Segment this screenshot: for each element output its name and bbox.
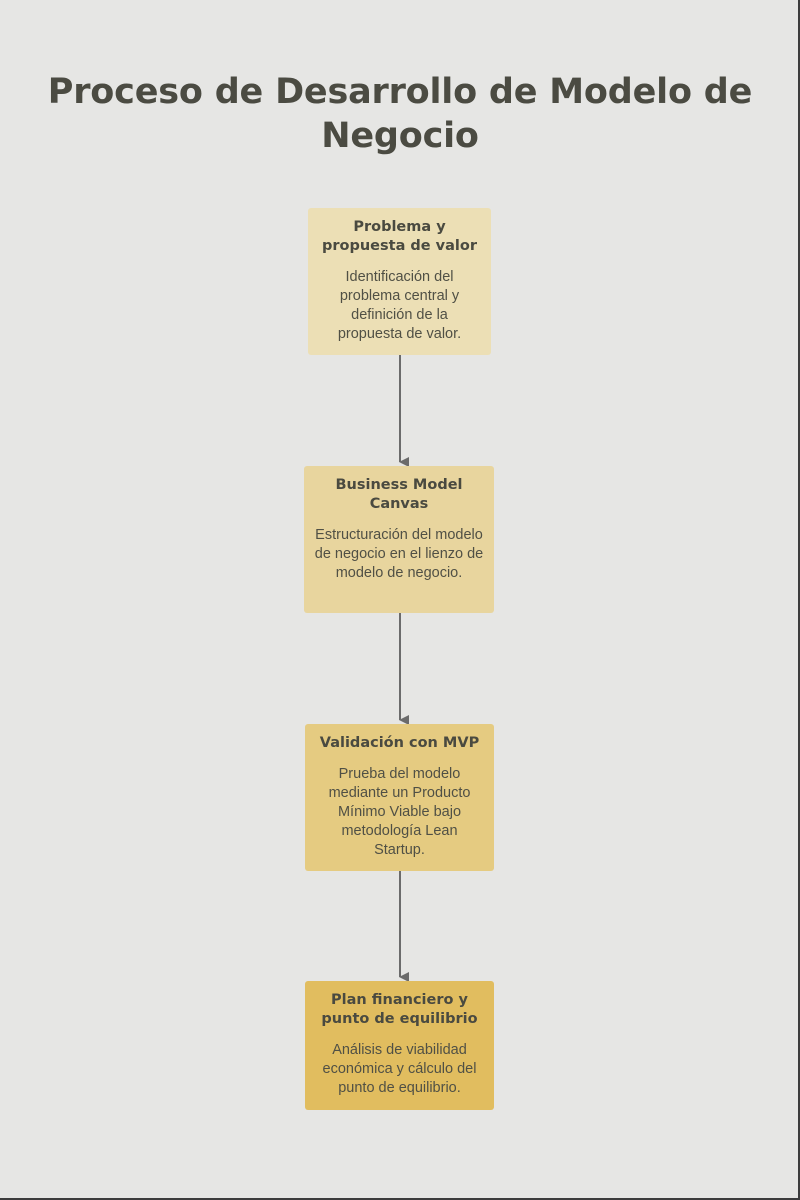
step-title: Problema y propuesta de valor (321, 219, 477, 254)
step-title: Business Model Canvas (335, 477, 463, 512)
step-description: Análisis de viabilidad económica y cálculo del punto de equilibrio. (322, 1042, 477, 1096)
step-description: Identificación del problema central y definición de la propuesta de valor. (337, 269, 462, 342)
step-problem-value-proposition (308, 208, 491, 355)
step-financial-plan (305, 981, 494, 1110)
step-mvp-validation (305, 724, 494, 871)
diagram-title: Proceso de Desarrollo de Modelo de Negocio (47, 72, 753, 156)
step-business-model-canvas (304, 466, 494, 613)
step-title: Validación con MVP (319, 735, 480, 751)
step-description: Prueba del modelo mediante un Producto Mínimo Viable bajo metodología Lean Startup. (328, 766, 471, 858)
step-description: Estructuración del modelo de negocio en el lienzo de modelo de negocio. (314, 527, 484, 581)
step-title: Plan financiero y punto de equilibrio (321, 992, 478, 1027)
